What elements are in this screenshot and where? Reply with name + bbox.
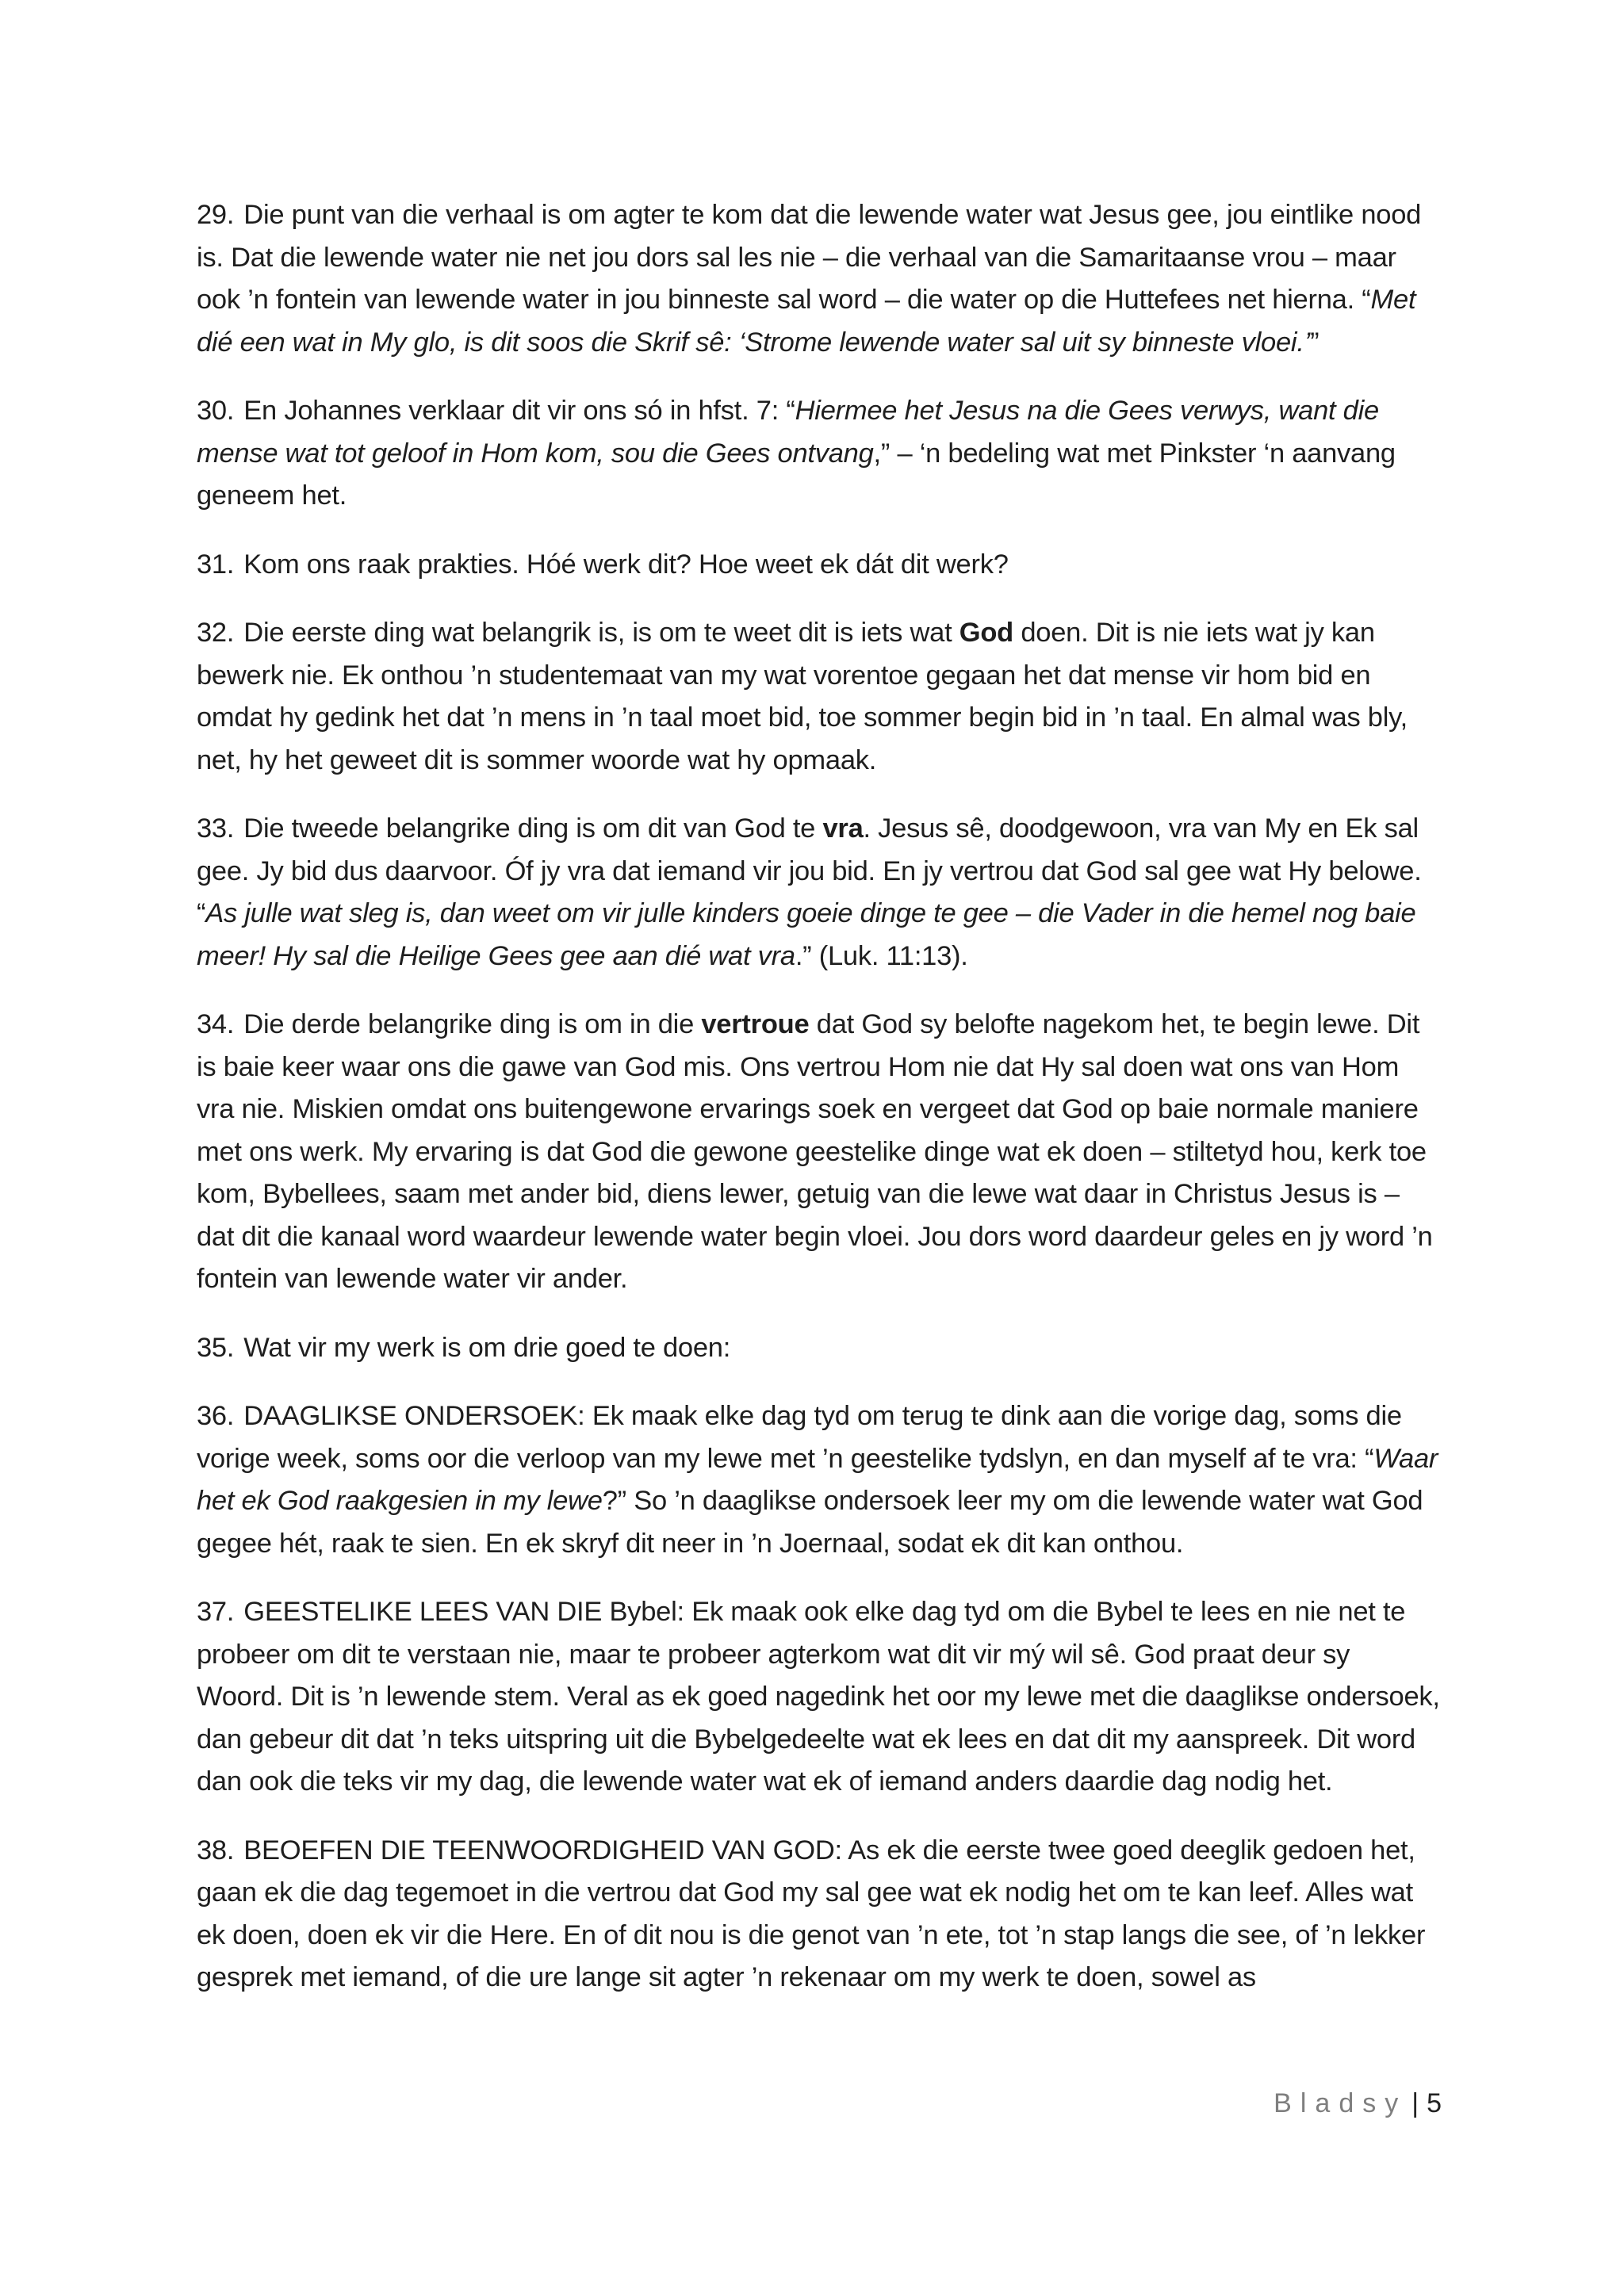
paragraph bbox=[197, 808, 1442, 978]
paragraph-number: 35. bbox=[197, 1332, 235, 1363]
paragraph-text: Wat vir my werk is om drie goed te doen: bbox=[243, 1332, 731, 1363]
paragraph-text: DAAGLIKSE ONDERSOEK: Ek maak elke dag tyd om terug te dink aan die vorige dag, soms die vorige week, soms oor die verloop van my lewe met ’n geestelike tydslyn, en dan myself af te vra: “ bbox=[197, 1401, 1402, 1474]
emphasis-text: vertroue bbox=[701, 1009, 810, 1039]
paragraph-text: .” (Luk. 11:13). bbox=[795, 940, 968, 971]
paragraph-number: 32. bbox=[197, 618, 235, 648]
footer-label: Bladsy bbox=[1274, 2088, 1408, 2118]
paragraph-number: 31. bbox=[197, 549, 235, 580]
quote-text: Hiermee het Jesus na die Gees verwys, want die mense wat tot geloof in Hom kom, sou die Gees ontvang bbox=[197, 396, 1379, 469]
paragraph-text: ” bbox=[1310, 327, 1320, 358]
page-number: 5 bbox=[1427, 2088, 1442, 2118]
paragraph-number: 33. bbox=[197, 813, 235, 844]
quote-text: As julle wat sleg is, dan weet om vir julle kinders goeie dinge te gee – die Vader in die hemel nog baie meer! Hy sal die Heilige Gees gee aan dié wat vra bbox=[197, 898, 1416, 971]
paragraph-text: BEOEFEN DIE TEENWOORDIGHEID VAN GOD: As ek die eerste twee goed deeglik gedoen het, gaan ek die dag tegemoet in die vertrou dat God my sal gee wat ek nodig het om te kan leef. Alles wat ek doen, doen ek vir die Here. En of dit nou is die genot van ’n ete, tot ’n stap langs die see, of ’n lekker gesprek met iemand, of die ure lange sit agter ’n rekenaar om my werk te doen, sowel as bbox=[197, 1835, 1426, 1992]
paragraph bbox=[197, 612, 1442, 782]
paragraph-number: 37. bbox=[197, 1597, 235, 1627]
paragraph-text: doen. Dit is nie iets wat jy kan bewerk nie. Ek onthou ’n studentemaat van my wat vorentoe gegaan het dat mense vir hom bid en omdat hy gedink het dat ’n mens in ’n taal moet bid, toe sommer begin bid in ’n taal. En almal was bly, net, hy het geweet dit is sommer woorde wat hy opmaak. bbox=[197, 618, 1408, 775]
emphasis-text: vra bbox=[822, 813, 864, 844]
document-body bbox=[197, 194, 1442, 2026]
paragraph-number: 38. bbox=[197, 1835, 235, 1866]
footer-separator: | bbox=[1411, 2088, 1419, 2118]
paragraph-text: dat God sy belofte nagekom het, te begin lewe. Dit is baie keer waar ons die gawe van God mis. Ons vertrou Hom nie dat Hy sal doen wat ons van Hom vra nie. Miskien omdat ons buitengewone ervarings soek en vergeet dat God op baie normale maniere met ons werk. My ervaring is dat God die gewone geestelike dinge wat ek doen – stiltetyd hou, kerk toe kom, Bybellees, saam met ander bid, diens lewer, getuig van die lewe wat daar in Christus Jesus is – dat dit die kanaal word waardeur lewende water begin vloei. Jou dors word daardeur geles en jy word ’n fontein van lewende water vir ander. bbox=[197, 1009, 1433, 1294]
paragraph bbox=[197, 1591, 1442, 1804]
paragraph-text: En Johannes verklaar dit vir ons só in hfst. 7: “ bbox=[243, 396, 795, 426]
quote-text: Waar het ek God raakgesien in my lewe bbox=[197, 1443, 1438, 1516]
paragraph-text: ,” – ‘n bedeling wat met Pinkster ‘n aanvang geneem het. bbox=[197, 438, 1396, 511]
page-footer bbox=[1274, 2088, 1442, 2119]
paragraph-text: Die tweede belangrike ding is om dit van God te bbox=[243, 813, 823, 844]
paragraph-text: Die punt van die verhaal is om agter te kom dat die lewende water wat Jesus gee, jou eintlike nood is. Dat die lewende water nie net jou dors sal les nie – die verhaal van die Samaritaanse vrou – maar ook ’n fontein van lewende water in jou binneste sal word – die water op die Huttefees net hierna. “ bbox=[197, 200, 1422, 315]
paragraph-text: GEESTELIKE LEES VAN DIE Bybel: Ek maak ook elke dag tyd om die Bybel te lees en nie net te probeer om dit te verstaan nie, maar te probeer agterkom wat dit vir mý wil sê. God praat deur sy Woord. Dit is ’n lewende stem. Veral as ek goed nagedink het oor my lewe met die daaglikse ondersoek, dan gebeur dit dat ’n teks uitspring uit die Bybelgedeelte wat ek lees en dat dit my aanspreek. Dit word dan ook die teks vir my dag, die lewende water wat ek of iemand anders daardie dag nodig het. bbox=[197, 1597, 1440, 1797]
paragraph-number: 36. bbox=[197, 1401, 235, 1431]
paragraph bbox=[197, 1004, 1442, 1301]
paragraph-text: Die eerste ding wat belangrik is, is om te weet dit is iets wat bbox=[243, 618, 959, 648]
paragraph-number: 30. bbox=[197, 396, 235, 426]
paragraph bbox=[197, 1830, 1442, 1999]
paragraph-number: 29. bbox=[197, 200, 235, 230]
paragraph-text: Die derde belangrike ding is om in die bbox=[243, 1009, 702, 1039]
paragraph bbox=[197, 194, 1442, 364]
paragraph-text: Kom ons raak prakties. Hóé werk dit? Hoe weet ek dát dit werk? bbox=[243, 549, 1009, 580]
emphasis-text: God bbox=[959, 618, 1013, 648]
quote-text: Met dié een wat in My glo, is dit soos die Skrif sê: ‘Strome lewende water sal uit sy binneste vloei.’ bbox=[197, 285, 1416, 358]
paragraph bbox=[197, 1327, 1442, 1370]
paragraph-number: 34. bbox=[197, 1009, 235, 1039]
paragraph bbox=[197, 544, 1442, 587]
paragraph-text: . Jesus sê, doodgewoon, vra van My en Ek sal gee. Jy bid dus daarvoor. Óf jy vra dat iemand vir jou bid. En jy vertrou dat God sal gee wat Hy belowe. “ bbox=[197, 813, 1422, 928]
paragraph bbox=[197, 1395, 1442, 1565]
paragraph bbox=[197, 390, 1442, 518]
paragraph-text: ?” So ’n daaglikse ondersoek leer my om die lewende water wat God gegee hét, raak te sien. En ek skryf dit neer in ’n Joernaal, sodat ek dit kan onthou. bbox=[197, 1486, 1423, 1559]
